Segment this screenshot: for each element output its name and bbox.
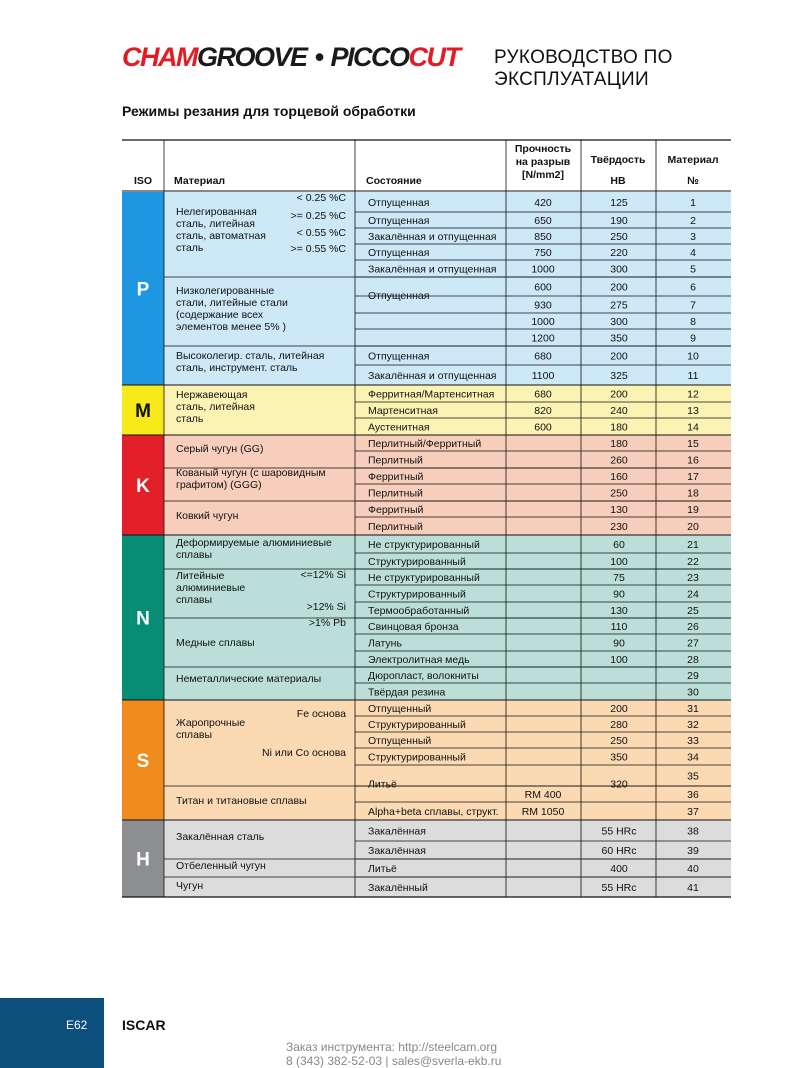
condition-cell: Отпущенный <box>368 735 432 747</box>
header-matno: Материал <box>667 154 719 166</box>
condition-cell: Перлитный <box>368 521 423 533</box>
hardness-cell: 325 <box>610 370 628 382</box>
condition-cell: Закалённая и отпущенная <box>368 263 497 276</box>
condition-cell: Не структурированный <box>368 539 480 551</box>
material-label-line: сплавы <box>176 594 213 606</box>
hardness-cell: 60 <box>613 539 625 551</box>
condition-cell: Перлитный/Ферритный <box>368 438 482 450</box>
material-number-cell: 28 <box>687 654 699 666</box>
material-number-cell: 33 <box>687 735 699 747</box>
material-number-cell: 19 <box>687 504 699 516</box>
condition-cell: Дюропласт, волокниты <box>368 670 479 682</box>
condition-cell: Литьё <box>368 863 397 875</box>
material-number-cell: 16 <box>687 454 699 467</box>
header-strength-line: Прочность <box>514 143 572 155</box>
material-label-line: Закалённая сталь <box>176 831 265 843</box>
condition-cell: Аустенитная <box>368 421 430 434</box>
header-hardness-unit: HB <box>610 175 626 187</box>
header-strength-line: [N/mm2] <box>521 169 565 181</box>
hardness-cell: 90 <box>613 588 625 601</box>
condition-cell: Закалённая и отпущенная <box>368 231 497 243</box>
material-number-cell: 37 <box>687 806 699 818</box>
material-number-cell: 4 <box>690 247 696 259</box>
page-number: E62 <box>66 1018 88 1032</box>
contact-phone-email: 8 (343) 382-52-03 | sales@sverla-ekb.ru <box>286 1054 502 1068</box>
hardness-cell: 240 <box>610 405 628 417</box>
material-label-line: сталь, автоматная <box>176 230 266 242</box>
hardness-cell: 250 <box>610 487 628 500</box>
hardness-cell: 200 <box>610 388 628 401</box>
hardness-cell: 130 <box>610 605 628 617</box>
hardness-cell: 160 <box>610 471 628 483</box>
material-label-line: Серый чугун (GG) <box>176 443 264 455</box>
header-hardness: Твёрдость <box>590 154 646 166</box>
logo-cham: CHAM <box>122 42 197 72</box>
material-sub-label: < 0.25 %C <box>296 192 346 204</box>
hardness-cell: 320 <box>610 778 628 791</box>
hardness-cell: 220 <box>610 247 628 259</box>
material-number-cell: 36 <box>687 789 699 801</box>
material-sub-label: >= 0.25 %C <box>290 210 346 222</box>
hardness-cell: 75 <box>613 572 625 584</box>
material-number-cell: 39 <box>687 845 699 857</box>
material-label-line: сталь <box>176 413 204 425</box>
material-label-line: (содержание всех <box>176 309 264 321</box>
material-number-cell: 35 <box>687 770 699 783</box>
material-number-cell: 32 <box>687 719 699 731</box>
material-label-line: Деформируемые алюминиевые <box>176 537 332 549</box>
condition-cell: Отпущенная <box>368 197 430 209</box>
footer-contact <box>286 1040 501 1068</box>
hardness-cell: 180 <box>610 421 628 434</box>
material-number-cell: 17 <box>687 471 699 483</box>
strength-cell: 420 <box>534 197 552 209</box>
logo-cut: CUT <box>408 42 460 72</box>
material-number-cell: 25 <box>687 605 699 617</box>
material-label-line: Кованый чугун (с шаровидным <box>176 467 326 479</box>
material-number-cell: 3 <box>690 231 696 243</box>
material-number-cell: 21 <box>687 539 699 551</box>
condition-cell: Электролитная медь <box>368 654 470 666</box>
material-number-cell: 13 <box>687 405 699 417</box>
material-number-cell: 5 <box>690 263 696 276</box>
condition-cell: Структурированный <box>368 588 466 601</box>
material-label-line: Титан и титановые сплавы <box>176 795 307 807</box>
strength-cell: 680 <box>534 350 552 363</box>
header-iso: ISO <box>133 175 153 187</box>
hardness-cell: 60 HRc <box>601 845 637 857</box>
hardness-cell: 275 <box>610 299 628 312</box>
hardness-cell: 125 <box>610 197 628 209</box>
hardness-cell: 100 <box>610 556 628 568</box>
material-number-cell: 10 <box>687 350 699 363</box>
logo-separator: • <box>314 42 323 72</box>
material-label-line: сталь <box>176 242 204 254</box>
hardness-cell: 130 <box>610 504 628 516</box>
material-number-cell: 8 <box>690 316 696 328</box>
footer-page-box <box>0 998 104 1068</box>
hardness-cell: 250 <box>610 231 628 243</box>
strength-cell: RM 1050 <box>521 806 565 818</box>
strength-cell: 930 <box>534 299 552 312</box>
document-title-line2: ЭКСПЛУАТАЦИИ <box>494 69 649 90</box>
hardness-cell: 200 <box>610 350 628 363</box>
material-number-cell: 14 <box>687 421 699 434</box>
material-number-cell: 2 <box>690 215 696 227</box>
condition-cell: Alpha+beta сплавы, структ. <box>368 806 499 818</box>
material-label-line: Жаропрочные <box>176 717 246 729</box>
condition-cell: Отпущенная <box>368 247 430 259</box>
material-number-cell: 23 <box>687 572 699 584</box>
condition-cell: Закалённая <box>368 825 426 838</box>
condition-cell: Структурированный <box>368 556 466 568</box>
strength-cell: RM 400 <box>524 789 562 801</box>
document-title-line1: РУКОВОДСТВО ПО <box>494 47 673 68</box>
condition-cell: Отпущенная <box>368 215 430 227</box>
condition-cell: Перлитный <box>368 454 423 467</box>
hardness-cell: 350 <box>610 332 628 345</box>
material-sub-label: >1% Pb <box>308 617 346 629</box>
condition-cell: Перлитный <box>368 487 423 500</box>
iso-letter-s: S <box>136 751 150 772</box>
strength-cell: 650 <box>534 215 552 227</box>
material-number-cell: 15 <box>687 438 699 450</box>
hardness-cell: 300 <box>610 263 628 276</box>
material-number-cell: 6 <box>690 281 696 294</box>
material-number-cell: 7 <box>690 299 696 312</box>
condition-cell: Ферритный <box>368 471 424 483</box>
condition-cell: Структурированный <box>368 751 466 764</box>
header-strength-line: на разрыв <box>515 156 571 168</box>
condition-cell: Структурированный <box>368 719 466 731</box>
material-sub-label: < 0.55 %C <box>296 227 346 239</box>
hardness-cell: 350 <box>610 751 628 764</box>
header-condition: Состояние <box>366 175 422 187</box>
hardness-cell: 180 <box>610 438 628 450</box>
material-number-cell: 18 <box>687 487 699 500</box>
material-number-cell: 30 <box>687 686 699 699</box>
material-label-line: Высоколегир. сталь, литейная <box>176 350 325 362</box>
hardness-cell: 260 <box>610 454 628 467</box>
material-number-cell: 29 <box>687 670 699 682</box>
material-number-cell: 22 <box>687 556 699 568</box>
strength-cell: 680 <box>534 388 552 401</box>
condition-cell: Отпущенная <box>368 350 430 363</box>
material-label-line: стали, литейные стали <box>176 297 288 309</box>
strength-cell: 1100 <box>531 370 555 382</box>
iso-letter-p: P <box>136 279 150 301</box>
header-matno-symbol: № <box>687 175 699 187</box>
material-number-cell: 11 <box>687 370 699 382</box>
condition-cell: Мартенситная <box>368 405 438 417</box>
condition-cell: Латунь <box>368 637 402 650</box>
material-sub-label: >12% Si <box>306 601 346 613</box>
material-label-line: сталь, литейная <box>176 218 255 230</box>
material-number-cell: 40 <box>687 863 699 875</box>
strength-cell: 750 <box>534 247 552 259</box>
hardness-cell: 230 <box>610 521 628 533</box>
material-label-line: Медные сплавы <box>176 637 255 649</box>
footer-brand: ISCAR <box>122 1017 166 1033</box>
material-number-cell: 9 <box>690 332 696 345</box>
hardness-cell: 100 <box>610 654 628 666</box>
condition-cell: Закалённый <box>368 882 428 894</box>
hardness-cell: 55 HRc <box>601 882 637 894</box>
iso-letter-k: K <box>136 476 150 497</box>
material-label-line: графитом) (GGG) <box>176 479 262 491</box>
material-label-line: сталь, литейная <box>176 401 255 413</box>
material-number-cell: 1 <box>690 197 696 209</box>
material-label-line: Отбеленный чугун <box>176 860 266 872</box>
condition-cell: Закалённая <box>368 845 426 857</box>
material-number-cell: 26 <box>687 621 699 633</box>
material-label-line: алюминиевые <box>176 582 246 594</box>
hardness-cell: 110 <box>610 621 628 633</box>
material-label-line: Нелегированная <box>176 206 257 218</box>
material-number-cell: 34 <box>687 751 699 764</box>
logo-picco: PICCO <box>330 42 409 72</box>
section-title: Режимы резания для торцевой обработки <box>122 103 416 119</box>
hardness-cell: 200 <box>610 703 628 715</box>
material-number-cell: 12 <box>687 388 699 401</box>
iso-letter-n: N <box>136 608 150 630</box>
strength-cell: 1000 <box>531 316 555 328</box>
strength-cell: 850 <box>534 231 552 243</box>
material-sub-label: >= 0.55 %C <box>290 243 346 255</box>
hardness-cell: 90 <box>613 637 625 650</box>
hardness-cell: 300 <box>610 316 628 328</box>
condition-cell: Ферритный <box>368 504 424 516</box>
material-label-line: Низколегированные <box>176 285 275 297</box>
material-number-cell: 27 <box>687 637 699 650</box>
strength-cell: 600 <box>534 421 552 434</box>
material-sub-label: <=12% Si <box>300 569 346 581</box>
material-number-cell: 20 <box>687 521 699 533</box>
condition-cell: Отпущенный <box>368 703 432 715</box>
material-label-line: Литейные <box>176 570 225 582</box>
hardness-cell: 400 <box>610 863 628 875</box>
condition-cell: Закалённая и отпущенная <box>368 370 497 382</box>
material-sub-label: Ni или Co основа <box>262 747 346 759</box>
condition-cell: Ферритная/Мартенситная <box>368 388 495 401</box>
condition-cell: Не структурированный <box>368 572 480 584</box>
material-number-cell: 41 <box>687 882 699 894</box>
iso-letter-h: H <box>136 849 150 871</box>
material-sub-label: Fe основа <box>296 708 346 720</box>
hardness-cell: 190 <box>610 215 628 227</box>
condition-cell: Свинцовая бронза <box>368 621 459 633</box>
material-label-line: Неметаллические материалы <box>176 673 322 685</box>
material-label-line: Ковкий чугун <box>176 510 239 522</box>
condition-cell: Термообработанный <box>368 605 470 617</box>
material-label-line: сталь, инструмент. сталь <box>176 362 298 374</box>
material-label-line: Нержавеющая <box>176 389 248 401</box>
material-label-line: сплавы <box>176 729 213 741</box>
material-label-line: сплавы <box>176 549 213 561</box>
iso-letter-m: M <box>135 401 151 422</box>
logo-groove: GROOVE <box>197 42 307 72</box>
strength-cell: 600 <box>534 281 552 294</box>
header-material: Материал <box>174 175 226 187</box>
material-number-cell: 24 <box>687 588 699 601</box>
contact-website: Заказ инструмента: http://steelcam.org <box>286 1040 498 1054</box>
hardness-cell: 280 <box>610 719 628 731</box>
strength-cell: 820 <box>534 405 552 417</box>
hardness-cell: 55 HRc <box>601 825 637 838</box>
material-label-line: Чугун <box>176 880 204 892</box>
condition-cell: Литьё <box>368 778 397 791</box>
material-label-line: элементов менее 5% ) <box>176 321 287 333</box>
condition-cell: Твёрдая резина <box>368 686 446 699</box>
material-number-cell: 38 <box>687 825 699 838</box>
strength-cell: 1000 <box>531 263 555 276</box>
strength-cell: 1200 <box>531 332 555 345</box>
material-number-cell: 31 <box>687 703 699 715</box>
condition-cell: Отпущенная <box>368 290 430 302</box>
hardness-cell: 250 <box>610 735 628 747</box>
hardness-cell: 200 <box>610 281 628 294</box>
